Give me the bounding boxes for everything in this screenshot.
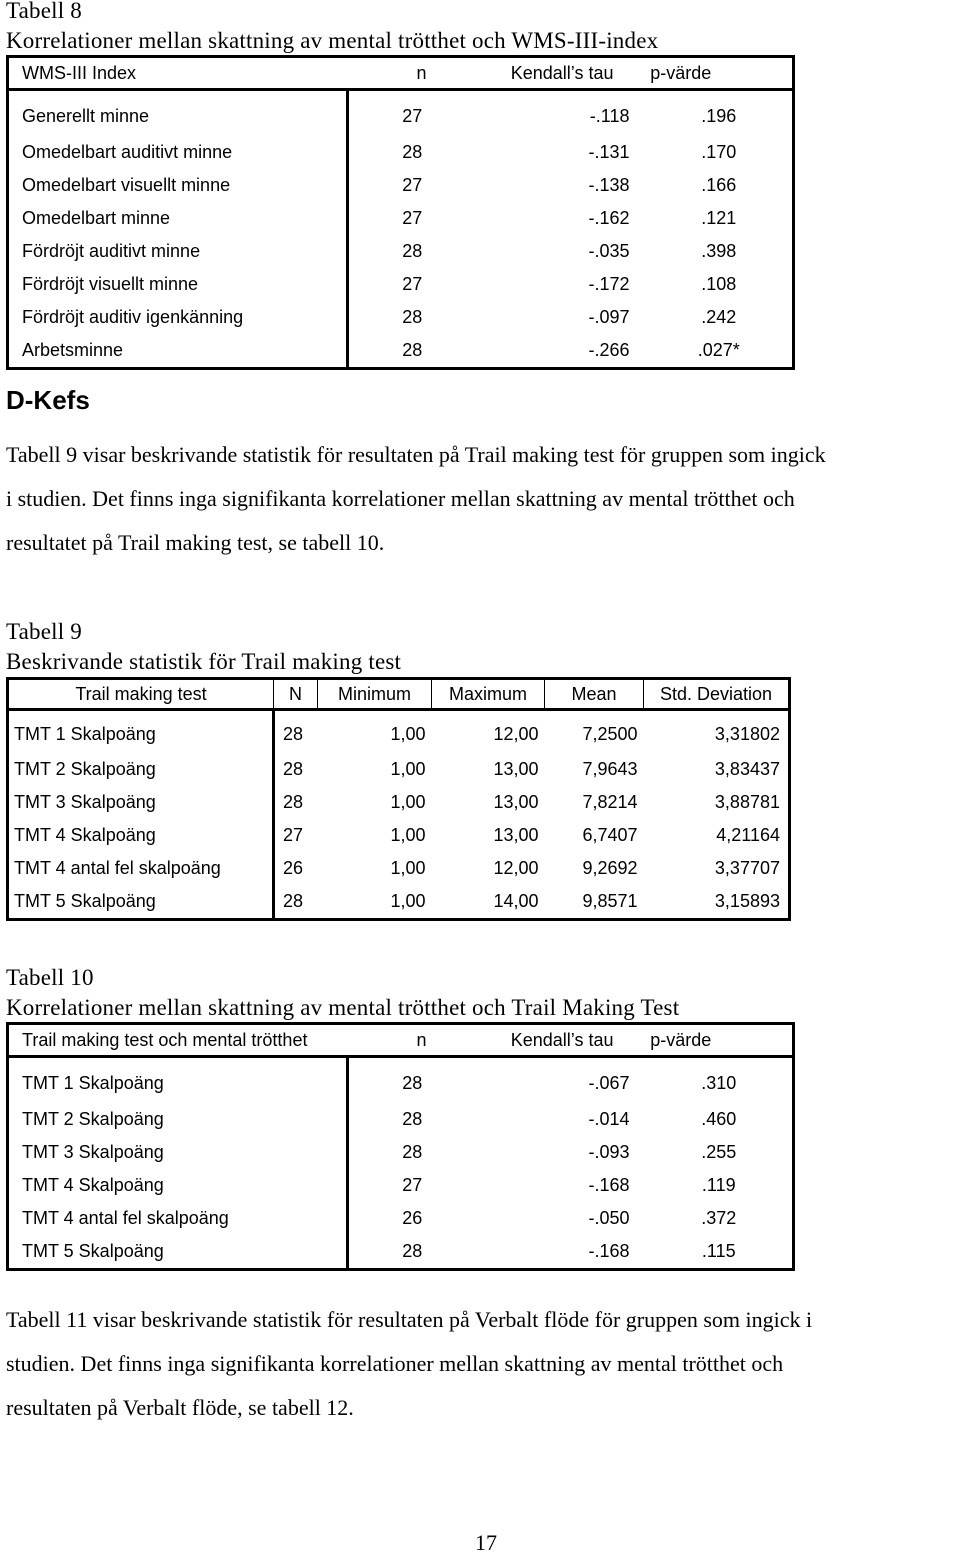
table8-header-n: n [348, 57, 436, 90]
table8-cell-label: Generellt minne [8, 90, 348, 137]
table10-cell-label: TMT 3 Skalpoäng [8, 1136, 348, 1169]
table8-row [8, 202, 794, 235]
table8-row [8, 268, 794, 301]
table8-cell-tau: -.131 [588, 142, 630, 162]
table8-header-tau: Kendall’s tau [436, 57, 630, 90]
table8-row [8, 169, 794, 202]
table10-row [8, 1057, 794, 1104]
table8-cell-label: Fördröjt auditivt minne [8, 235, 348, 268]
table8 [6, 55, 795, 370]
table10-header-n: n [348, 1024, 436, 1057]
table8-cell-label: Fördröjt visuellt minne [8, 268, 348, 301]
table9-row [8, 786, 790, 819]
paragraph-line: resultatet på Trail making test, se tabell 10. [6, 530, 385, 555]
table9-cell-mean: 9,2692 [582, 858, 638, 878]
table10-cell-n: 27 [402, 1175, 423, 1195]
table8-cell-p: .170 [701, 142, 737, 162]
paragraph-line: Tabell 11 visar beskrivande statistik för resultaten på Verbalt flöde för gruppen som ingick i [6, 1307, 813, 1332]
table10-cell-n: 28 [402, 1109, 423, 1129]
table10-cell-label: TMT 5 Skalpoäng [8, 1235, 348, 1270]
table9-title: Beskrivande statistik för Trail making test [6, 649, 402, 674]
table8-cell-tau: -.097 [588, 307, 630, 327]
table10-cell-label: TMT 4 Skalpoäng [8, 1169, 348, 1202]
table8-cell-label: Arbetsminne [8, 334, 348, 369]
table10-header-test: Trail making test och mental trötthet [8, 1024, 348, 1057]
table9-cell-test: TMT 5 Skalpoäng [8, 885, 274, 920]
table8-cell-n: 28 [402, 307, 423, 327]
table8-header-index: WMS-III Index [8, 57, 348, 90]
table8-cell-p: .121 [701, 208, 737, 228]
table9-cell-sd: 3,88781 [714, 792, 780, 812]
table10-cell-n: 28 [402, 1142, 423, 1162]
table9-row [8, 710, 790, 754]
paragraph-line: i studien. Det finns inga signifikanta korrelationer mellan skattning av mental trötthet och [6, 486, 795, 511]
table8-title: Korrelationer mellan skattning av mental trötthet och WMS-III-index [6, 28, 659, 53]
table10-cell-tau: -.168 [588, 1175, 630, 1195]
table9-cell-min: 1,00 [390, 825, 426, 845]
table8-cell-label: Omedelbart visuellt minne [8, 169, 348, 202]
table10-cell-p: .255 [701, 1142, 737, 1162]
table9-label: Tabell 9 [6, 619, 82, 644]
table8-row [8, 235, 794, 268]
table9-cell-test: TMT 4 antal fel skalpoäng [8, 852, 274, 885]
table10-cell-tau: -.168 [588, 1241, 630, 1261]
table9-row [8, 852, 790, 885]
table9-cell-test: TMT 3 Skalpoäng [8, 786, 274, 819]
table9 [6, 677, 791, 921]
table9-cell-n: 28 [283, 891, 304, 911]
table9-cell-n: 28 [283, 759, 304, 779]
table8-label: Tabell 8 [6, 0, 82, 23]
table10-body [8, 1057, 794, 1270]
table9-cell-mean: 9,8571 [582, 891, 638, 911]
table10-cell-n: 28 [402, 1073, 423, 1093]
table10-cell-label: TMT 2 Skalpoäng [8, 1103, 348, 1136]
paragraph-tmt [6, 433, 956, 565]
table10-row [8, 1103, 794, 1136]
table10-cell-p: .115 [701, 1241, 736, 1261]
table8-cell-p: .108 [701, 274, 737, 294]
table10-cell-p: .119 [701, 1175, 736, 1195]
table10-cell-p: .372 [701, 1208, 737, 1228]
table9-cell-mean: 7,8214 [582, 792, 638, 812]
table10-cell-tau: -.093 [588, 1142, 630, 1162]
table8-header-p: p-värde [630, 57, 794, 90]
table10-cell-n: 28 [402, 1241, 423, 1261]
table9-cell-sd: 3,83437 [714, 759, 780, 779]
table9-cell-min: 1,00 [390, 723, 426, 744]
table9-header-sd: Std. Deviation [644, 679, 790, 710]
table8-cell-tau: -.266 [588, 340, 630, 360]
table9-header-mean: Mean [545, 679, 644, 710]
paragraph-line: Tabell 9 visar beskrivande statistik för resultaten på Trail making test för gruppen som ingick [6, 442, 826, 467]
table9-cell-test: TMT 4 Skalpoäng [8, 819, 274, 852]
table8-cell-tau: -.138 [588, 175, 630, 195]
table10-header-row [8, 1024, 794, 1057]
table9-cell-min: 1,00 [390, 891, 426, 911]
table8-cell-p: .398 [701, 241, 737, 261]
table10-cell-n: 26 [402, 1208, 423, 1228]
table10-row [8, 1202, 794, 1235]
table9-header-test: Trail making test [8, 679, 274, 710]
table8-cell-label: Fördröjt auditiv igenkänning [8, 301, 348, 334]
table9-header-n: N [274, 679, 318, 710]
table10-row [8, 1235, 794, 1270]
page-number: 17 [475, 1530, 497, 1555]
table10-cell-tau: -.014 [588, 1109, 630, 1129]
table8-body [8, 90, 794, 369]
table9-cell-mean: 7,2500 [582, 723, 638, 744]
table9-cell-mean: 7,9643 [582, 759, 638, 779]
table9-cell-max: 13,00 [493, 759, 539, 779]
table10-cell-p: .460 [701, 1109, 737, 1129]
table9-header-row [8, 679, 790, 710]
table8-cell-tau: -.118 [589, 106, 630, 126]
table8-cell-label: Omedelbart minne [8, 202, 348, 235]
table8-row [8, 301, 794, 334]
table9-cell-sd: 4,21164 [716, 825, 780, 845]
table10-cell-tau: -.050 [588, 1208, 630, 1228]
section-heading: D-Kefs [6, 385, 90, 415]
table8-cell-n: 28 [402, 241, 423, 261]
table8-cell-label: Omedelbart auditivt minne [8, 136, 348, 169]
table8-cell-p: .196 [701, 106, 737, 126]
table8-cell-n: 27 [402, 274, 423, 294]
table8-cell-p: .027* [697, 340, 740, 360]
table9-cell-n: 27 [283, 825, 304, 845]
paragraph-line: resultaten på Verbalt flöde, se tabell 12. [6, 1395, 354, 1420]
table8-cell-tau: -.035 [588, 241, 630, 261]
table8-row [8, 334, 794, 369]
table9-cell-max: 12,00 [493, 723, 539, 744]
table9-cell-min: 1,00 [390, 858, 426, 878]
table8-cell-n: 28 [402, 340, 423, 360]
table9-header-min: Minimum [318, 679, 432, 710]
table8-cell-p: .166 [701, 175, 737, 195]
table10-header-tau: Kendall’s tau [436, 1024, 630, 1057]
table8-cell-p: .242 [701, 307, 737, 327]
table10-cell-p: .310 [701, 1073, 737, 1093]
table10-row [8, 1169, 794, 1202]
table8-header-row [8, 57, 794, 90]
table8-cell-n: 27 [402, 208, 423, 228]
table8-row [8, 90, 794, 137]
table9-row [8, 885, 790, 920]
table9-cell-test: TMT 2 Skalpoäng [8, 753, 274, 786]
paragraph-line: studien. Det finns inga signifikanta korrelationer mellan skattning av mental trötthet och [6, 1351, 784, 1376]
table9-row [8, 753, 790, 786]
table8-cell-n: 27 [402, 106, 423, 126]
table9-cell-min: 1,00 [390, 759, 426, 779]
table9-cell-sd: 3,15893 [714, 891, 780, 911]
table9-cell-n: 28 [283, 723, 304, 744]
table9-cell-max: 14,00 [493, 891, 539, 911]
table10-row [8, 1136, 794, 1169]
table10-label: Tabell 10 [6, 965, 94, 990]
paragraph-verbal [6, 1298, 956, 1430]
table8-cell-n: 28 [402, 142, 423, 162]
table10 [6, 1022, 795, 1271]
table9-cell-test: TMT 1 Skalpoäng [8, 710, 274, 754]
table10-cell-label: TMT 4 antal fel skalpoäng [8, 1202, 348, 1235]
table9-cell-min: 1,00 [390, 792, 426, 812]
table9-cell-n: 28 [283, 792, 304, 812]
table9-cell-n: 26 [283, 858, 304, 878]
table9-cell-max: 12,00 [493, 858, 539, 878]
table10-cell-tau: -.067 [588, 1073, 630, 1093]
table8-row [8, 136, 794, 169]
table10-title: Korrelationer mellan skattning av mental trötthet och Trail Making Test [6, 995, 680, 1020]
table10-cell-label: TMT 1 Skalpoäng [8, 1057, 348, 1104]
table8-cell-tau: -.172 [588, 274, 630, 294]
table9-body [8, 710, 790, 920]
table8-cell-tau: -.162 [588, 208, 630, 228]
table10-header-p: p-värde [630, 1024, 794, 1057]
table9-cell-sd: 3,37707 [714, 858, 780, 878]
table9-cell-sd: 3,31802 [714, 723, 780, 744]
table9-cell-max: 13,00 [493, 792, 539, 812]
table9-cell-mean: 6,7407 [582, 825, 638, 845]
table9-header-max: Maximum [432, 679, 545, 710]
table9-row [8, 819, 790, 852]
table9-cell-max: 13,00 [493, 825, 539, 845]
table8-cell-n: 27 [402, 175, 423, 195]
